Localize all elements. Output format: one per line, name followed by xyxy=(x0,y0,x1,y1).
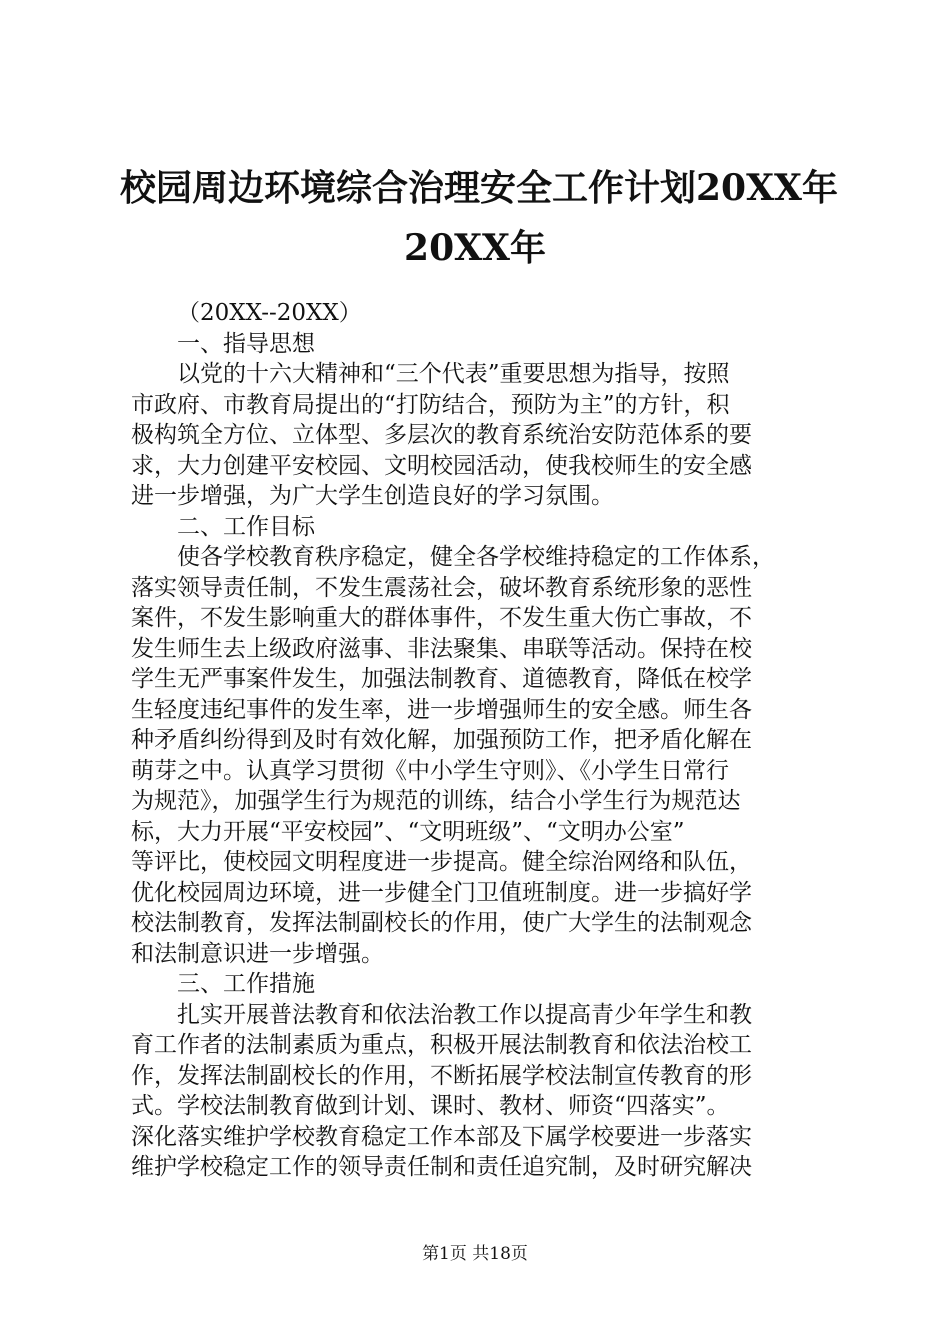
document-body xyxy=(131,298,831,1183)
body-line: 为规范》，加强学生行为规范的训练，结合小学生行为规范达 xyxy=(131,788,741,814)
body-line: 生轻度违纪事件的发生率，进一步增强师生的安全感。师生各 xyxy=(131,696,752,723)
body-line: 学生无严事案件发生，加强法制教育、道德教育，降低在校学 xyxy=(131,666,752,692)
body-line: 求，大力创建平安校园、文明校园活动，使我校师生的安全感 xyxy=(131,452,752,479)
body-line: 种矛盾纠纷得到及时有效化解，加强预防工作，把矛盾化解在 xyxy=(131,727,752,753)
body-line: 案件，不发生影响重大的群体事件，不发生重大伤亡事故，不 xyxy=(131,605,752,631)
body-line: 维护学校稳定工作的领导责任制和责任追究制，及时研究解决 xyxy=(131,1154,752,1180)
body-line: 一、指导思想 xyxy=(177,330,315,357)
body-line: 扎实开展普法教育和依法治教工作以提高青少年学生和教 xyxy=(177,1001,752,1028)
body-line: 深化落实维护学校教育稳定工作本部及下属学校要进一步落实 xyxy=(131,1123,752,1150)
body-line: 极构筑全方位、立体型、多层次的教育系统治安防范体系的要 xyxy=(131,422,752,448)
body-line: 落实领导责任制，不发生震荡社会，破坏教育系统形象的恶性 xyxy=(131,574,752,601)
body-line: 使各学校教育秩序稳定，健全各学校维持稳定的工作体系， xyxy=(177,544,775,570)
body-line: 和法制意识进一步增强。 xyxy=(131,940,384,967)
body-line: 发生师生去上级政府滋事、非法聚集、串联等活动。保持在校 xyxy=(131,635,752,662)
page-footer xyxy=(0,1244,950,1264)
title-line-1: 校园周边环境综合治理安全工作计划20XX年 xyxy=(120,167,838,209)
body-line: 优化校园周边环境，进一步健全门卫值班制度。进一步搞好学 xyxy=(131,879,752,906)
body-line: 育工作者的法制素质为重点，积极开展法制教育和依法治校工 xyxy=(131,1032,752,1058)
date-range: （20XX--20XX） xyxy=(177,300,362,326)
body-line: 以党的十六大精神和“三个代表”重要思想为指导，按照 xyxy=(177,361,730,387)
document-title xyxy=(120,158,838,278)
body-line: 校法制教育，发挥法制副校长的作用，使广大学生的法制观念 xyxy=(131,910,752,936)
body-line: 二、工作目标 xyxy=(177,513,315,540)
body-line: 市政府、市教育局提出的“打防结合，预防为主”的方针，积 xyxy=(131,391,730,418)
page-number: 第1页 共18页 xyxy=(422,1244,528,1264)
body-line: 作，发挥法制副校长的作用，不断拓展学校法制宣传教育的形 xyxy=(131,1062,752,1089)
body-line: 三、工作措施 xyxy=(177,971,315,997)
body-line: 标，大力开展“平安校园”、“文明班级”、“文明办公室” xyxy=(131,818,685,845)
body-line: 萌芽之中。认真学习贯彻《中小学生守则》、《小学生日常行 xyxy=(131,757,729,784)
title-line-2: 20XX年 xyxy=(404,227,546,269)
body-line: 等评比，使校园文明程度进一步提高。健全综治网络和队伍， xyxy=(131,849,752,875)
body-line: 式。学校法制教育做到计划、课时、教材、师资“四落实”。 xyxy=(131,1093,730,1119)
body-line: 进一步增强，为广大学生创造良好的学习氛围。 xyxy=(131,483,614,509)
